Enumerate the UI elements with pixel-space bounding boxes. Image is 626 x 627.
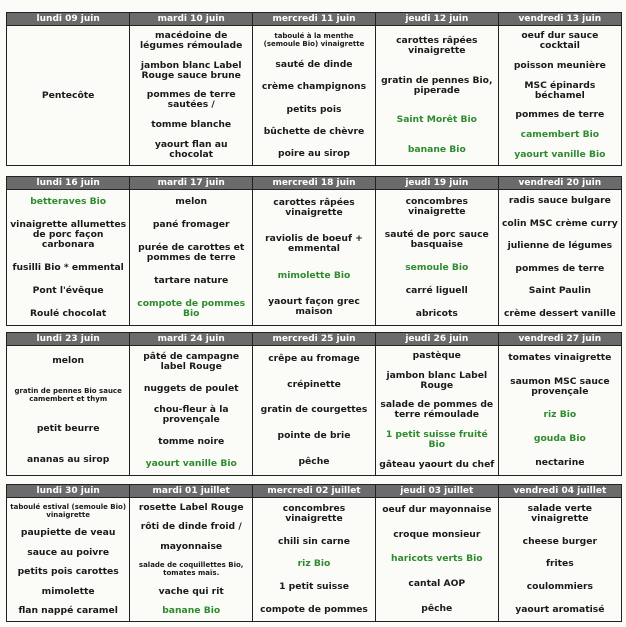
menu-item: gouda Bio [533, 433, 586, 445]
menu-item: Pont l'évêque [32, 284, 104, 296]
menu-item: taboulé estival (semoule Bio) vinaigrette [10, 502, 127, 519]
menu-item: poisson meunière [513, 59, 606, 71]
menu-item: pané fromager [152, 218, 230, 230]
week-block [6, 484, 622, 622]
menu-item: sauce au poivre [27, 546, 110, 558]
day-header: vendredi 20 juin [498, 177, 621, 190]
menu-item: haricots verts Bio [391, 553, 483, 565]
menu-item: colin MSC crème curry [501, 217, 618, 229]
menu-item: tartare nature [154, 274, 229, 286]
menu-item: 1 petit suisse [279, 581, 349, 593]
day-header: mercredi 11 juin [253, 13, 376, 26]
menu-item: frites [545, 558, 574, 570]
menu-item: carottes râpées vinaigrette [273, 197, 355, 219]
menu-item: crêpe au fromage [268, 352, 360, 364]
menu-item: yaourt vanille Bio [514, 149, 606, 161]
menu-item: macédoine de légumes rémoulade [140, 29, 243, 51]
menu-item: salade de pommes de terre rémoulade [380, 399, 494, 421]
menu-item: pêche [298, 456, 330, 468]
menu-item: purée de carottes et pommes de terre [138, 241, 245, 263]
menu-item: petit beurre [36, 422, 100, 434]
menu-item: yaourt façon grec maison [268, 295, 360, 317]
menu-item: mimolette [41, 585, 95, 597]
menu-item: jambon blanc Label Rouge [386, 369, 488, 391]
week-block [6, 176, 622, 326]
day-header: lundi 30 juin [7, 485, 130, 498]
day-header: mardi 17 juin [130, 177, 253, 190]
day-menu-cell [253, 346, 376, 476]
menu-item: banane Bio [162, 605, 221, 617]
day-menu-cell [130, 26, 253, 166]
menu-item: yaourt flan au chocolat [154, 139, 228, 161]
day-menu-cell [130, 498, 253, 622]
menu-item: vache qui rit [158, 585, 224, 597]
day-menu-cell [498, 346, 621, 476]
menu-item: poire au sirop [278, 147, 350, 159]
menu-item: nectarine [535, 457, 585, 469]
day-header: lundi 09 juin [7, 13, 130, 26]
menu-item: Roulé chocolat [29, 307, 107, 319]
menu-item: salade de coquillettes Bio, tomates maïs. [138, 561, 244, 578]
menu-item: radis sauce bulgare [508, 195, 611, 207]
menu-item: bûchette de chèvre [263, 125, 365, 137]
menu-item: mimolette Bio [277, 269, 351, 281]
menu-item: riz Bio [297, 558, 331, 570]
day-header: vendredi 27 juin [498, 333, 621, 346]
day-header: jeudi 19 juin [375, 177, 498, 190]
day-header: jeudi 03 juillet [375, 485, 498, 498]
menu-item: sauté de dinde [275, 59, 353, 71]
menu-item: pommes de terre [515, 262, 605, 274]
day-menu-cell [130, 346, 253, 476]
menu-item: julienne de légumes [507, 240, 613, 252]
menu-item: nuggets de poulet [143, 382, 239, 394]
menu-item: cantal AOP [408, 578, 466, 590]
menu-item: taboulé à la menthe (semoule Bio) vinaigrette [263, 32, 365, 49]
menu-item: petits pois [286, 103, 342, 115]
menu-item: pêche [421, 602, 453, 614]
menu-item: tomme blanche [151, 119, 232, 131]
day-menu-cell [498, 190, 621, 326]
day-menu-cell [498, 26, 621, 166]
menu-item: MSC épinards béchamel [524, 79, 596, 101]
menu-item: melon [52, 355, 85, 367]
menu-item: pommes de terre sautées / [146, 89, 236, 111]
menu-item: compote de pommes Bio [137, 297, 246, 319]
menu-item: raviolis de boeuf + emmental [265, 233, 363, 255]
menu-item: salade verte vinaigrette [527, 503, 593, 525]
menu-item: riz Bio [543, 409, 577, 421]
menu-item: gratin de pennes Bio sauce camembert et thym [14, 387, 122, 404]
menu-item: coulommiers [526, 581, 593, 593]
day-menu-cell [7, 26, 130, 166]
menu-item: crépinette [287, 378, 341, 390]
menu-item: oeuf dur sauce cocktail [521, 29, 599, 51]
day-menu-cell [7, 190, 130, 326]
menu-item: saumon MSC sauce provençale [510, 375, 610, 397]
day-menu-cell [253, 26, 376, 166]
day-menu-cell [498, 498, 621, 622]
week-block [6, 12, 622, 166]
menu-item: crème dessert vanille [503, 307, 616, 319]
menu-item: cheese burger [522, 535, 598, 547]
day-header: vendredi 04 juillet [498, 485, 621, 498]
menu-item: semoule Bio [405, 261, 469, 273]
menu-item: melon [175, 195, 208, 207]
menu-item: compote de pommes [260, 603, 368, 615]
day-header: lundi 16 juin [7, 177, 130, 190]
day-menu-cell [7, 346, 130, 476]
day-menu-cell [375, 26, 498, 166]
menu-item: carré liguell [405, 284, 468, 296]
menu-item: croque monsieur [393, 528, 481, 540]
menu-item: ananas au sirop [26, 453, 110, 465]
menu-item: carottes râpées vinaigrette [396, 34, 478, 56]
menu-item: pâté de campagne label Rouge [143, 350, 240, 372]
menu-item: crème champignons [261, 81, 367, 93]
menu-item: camembert Bio [520, 129, 600, 141]
menu-item: jambon blanc Label Rouge sauce brune [140, 59, 242, 81]
menu-item: chou-fleur à la provençale [153, 404, 229, 426]
menu-item: pommes de terre [515, 109, 605, 121]
menu-item: concombres vinaigrette [405, 195, 468, 217]
day-header: lundi 23 juin [7, 333, 130, 346]
menu-item: tomme noire [158, 436, 225, 448]
day-header: mardi 24 juin [130, 333, 253, 346]
day-menu-cell [130, 190, 253, 326]
day-header: mercredi 18 juin [253, 177, 376, 190]
menu-item: concombres vinaigrette [282, 503, 346, 525]
menu-item: mayonnaise [160, 540, 223, 552]
day-menu-cell [7, 498, 130, 622]
menu-item: sauté de porc sauce basquaise [384, 228, 489, 250]
menu-item: fusilli Bio * emmental [12, 261, 124, 273]
menu-item: yaourt vanille Bio [145, 458, 237, 470]
menu-item: chili sin carne [278, 535, 350, 547]
menu-item: petits pois carottes [17, 566, 119, 578]
menu-item: Pentecôte [41, 89, 95, 101]
menu-item: flan nappé caramel [18, 605, 118, 617]
menu-item: vinaigrette allumettes de porc façon carbonara [10, 218, 127, 250]
day-header: jeudi 12 juin [375, 13, 498, 26]
menu-item: gratin de courgettes [260, 404, 368, 416]
menu-item: oeuf dur mayonnaise [382, 504, 492, 516]
menu-item: Saint Morêt Bio [396, 114, 477, 126]
day-menu-cell [375, 190, 498, 326]
day-menu-cell [375, 498, 498, 622]
menu-item: pointe de brie [277, 430, 351, 442]
menu-item: rôti de dinde froid / [140, 521, 242, 533]
menu-item: gratin de pennes Bio, piperade [381, 74, 493, 96]
menu-item: abricots [415, 307, 458, 319]
menu-item: Saint Paulin [528, 285, 591, 297]
menu-item: pastèque [412, 349, 461, 361]
menu-item: betteraves Bio [30, 195, 107, 207]
day-header: mercredi 02 juillet [253, 485, 376, 498]
day-menu-cell [253, 498, 376, 622]
menu-item: 1 petit suisse fruité Bio [385, 429, 488, 451]
menu-item: paupiette de veau [20, 527, 116, 539]
menu-item: yaourt aromatisé [515, 603, 605, 615]
day-menu-cell [375, 346, 498, 476]
day-header: mardi 10 juin [130, 13, 253, 26]
week-block [6, 332, 622, 476]
menu-item: rosette Label Rouge [138, 501, 244, 513]
menu-item: banane Bio [407, 144, 466, 156]
day-header: jeudi 26 juin [375, 333, 498, 346]
day-menu-cell [253, 190, 376, 326]
menu-item: tomates vinaigrette [508, 351, 612, 363]
day-header: mardi 01 juillet [130, 485, 253, 498]
day-header: vendredi 13 juin [498, 13, 621, 26]
day-header: mercredi 25 juin [253, 333, 376, 346]
menu-item: gâteau yaourt du chef [379, 459, 495, 471]
